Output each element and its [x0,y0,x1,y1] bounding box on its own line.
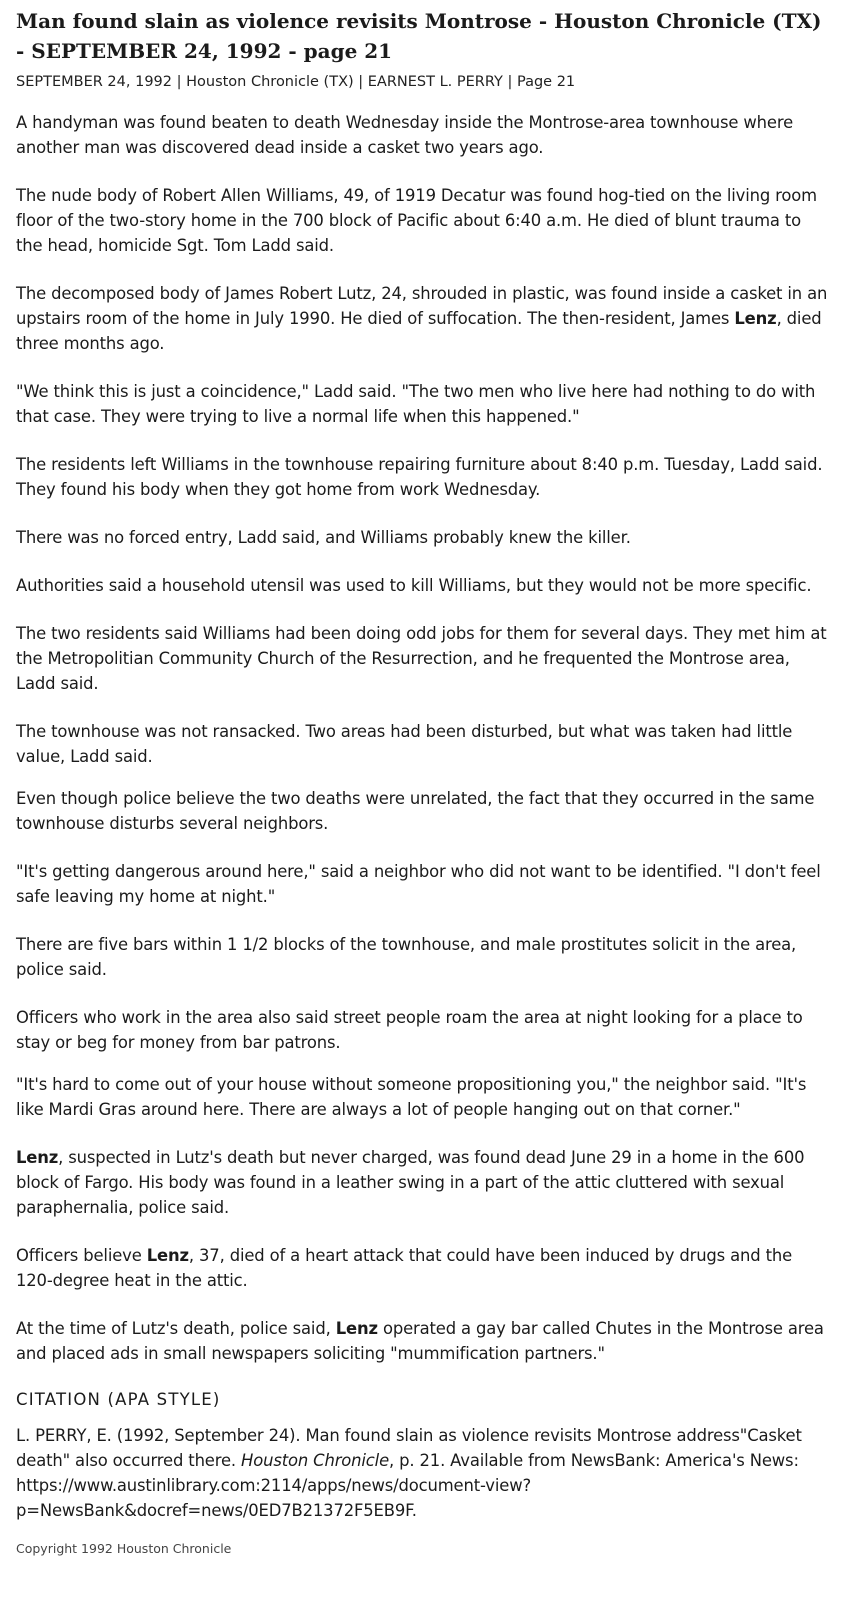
paragraph-16-text-a: Officers believe [16,1246,147,1265]
citation-text-a: L. PERRY, E. (1992, September 24). Man found slain as violence revisits Montrose address"Casket death" also occurred there. [16,1426,802,1470]
article-meta: SEPTEMBER 24, 1992 | Houston Chronicle (TX) | EARNEST L. PERRY | Page 21 [16,74,576,90]
copyright-notice: Copyright 1992 Houston Chronicle [16,1541,232,1556]
paragraph-16 [16,1243,830,1293]
citation-text [16,1423,830,1523]
name-highlight: Lenz [734,309,777,328]
article-body [16,110,830,1366]
paragraph-1: A handyman was found beaten to death Wednesday inside the Montrose-area townhouse where another man was discovered dead inside a casket two years ago. [16,113,794,157]
name-highlight: Lenz [335,1319,378,1338]
paragraph-6: There was no forced entry, Ladd said, and Williams probably knew the killer. [16,528,631,547]
paragraph-3-text-b: , died three months ago. [16,309,822,353]
article-headline: Man found slain as violence revisits Montrose - Houston Chronicle (TX) - SEPTEMBER 24, 1992 - page 21 [16,9,822,63]
paragraph-3-text-a: The decomposed body of James Robert Lutz, 24, shrouded in plastic, was found inside a casket in an upstairs room of the home in July 1990. He died of suffocation. The then-resident, James [16,284,828,328]
paragraph-2: The nude body of Robert Allen Williams, 49, of 1919 Decatur was found hog-tied on the living room floor of the two-story home in the 700 block of Pacific about 6:40 a.m. He died of blunt trauma to the head, homicide Sgt. Tom Ladd said. [16,186,817,255]
paragraph-7: Authorities said a household utensil was used to kill Williams, but they would not be more specific. [16,576,812,595]
paragraph-10: Even though police believe the two deaths were unrelated, the fact that they occurred in the same townhouse disturbs several neighbors. [16,789,815,833]
citation-text-b: , p. 21. Available from NewsBank: America's News: https://www.austinlibrary.com:2114/apps/news/document-view?p=NewsBank&docref=news/0ED7B21372F5EB9F. [16,1451,799,1520]
paragraph-16-text-b: , 37, died of a heart attack that could have been induced by drugs and the 120-degree heat in the attic. [16,1246,793,1290]
paragraph-3 [16,281,830,356]
paragraph-11: "It's getting dangerous around here," said a neighbor who did not want to be identified. "I don't feel safe leaving my home at night." [16,862,821,906]
paragraph-17-text-a: At the time of Lutz's death, police said, [16,1319,336,1338]
paragraph-8: The two residents said Williams had been doing odd jobs for them for several days. They met him at the Metropolitian Community Church of the Resurrection, and he frequented the Montrose area, Ladd said. [16,624,827,693]
paragraph-17-text-b: operated a gay bar called Chutes in the Montrose area and placed ads in small newspapers soliciting "mummification partners." [16,1319,824,1363]
citation-section [16,1389,830,1523]
name-highlight: Lenz [146,1246,189,1265]
citation-heading: CITATION (APA STYLE) [16,1390,221,1409]
paragraph-14: "It's hard to come out of your house without someone propositioning you," the neighbor said. "It's like Mardi Gras around here. There are always a lot of people hanging out on that corner." [16,1075,807,1119]
paragraph-15 [16,1145,830,1220]
paragraph-17 [16,1316,830,1366]
name-highlight: Lenz [16,1148,59,1167]
paragraph-9: The townhouse was not ransacked. Two areas had been disturbed, but what was taken had little value, Ladd said. [16,722,793,766]
paragraph-15-text-b: , suspected in Lutz's death but never charged, was found dead June 29 in a home in the 600 block of Fargo. His body was found in a leather swing in a part of the attic cluttered with sexual paraphernalia, police said. [16,1148,805,1217]
citation-source: Houston Chronicle [241,1451,390,1470]
paragraph-4: "We think this is just a coincidence," Ladd said. "The two men who live here had nothing to do with that case. They were trying to live a normal life when this happened." [16,382,816,426]
paragraph-13: Officers who work in the area also said street people roam the area at night looking for a place to stay or beg for money from bar patrons. [16,1008,803,1052]
paragraph-12: There are five bars within 1 1/2 blocks of the townhouse, and male prostitutes solicit in the area, police said. [16,935,797,979]
paragraph-5: The residents left Williams in the townhouse repairing furniture about 8:40 p.m. Tuesday, Ladd said. They found his body when they got home from work Wednesday. [16,455,823,499]
